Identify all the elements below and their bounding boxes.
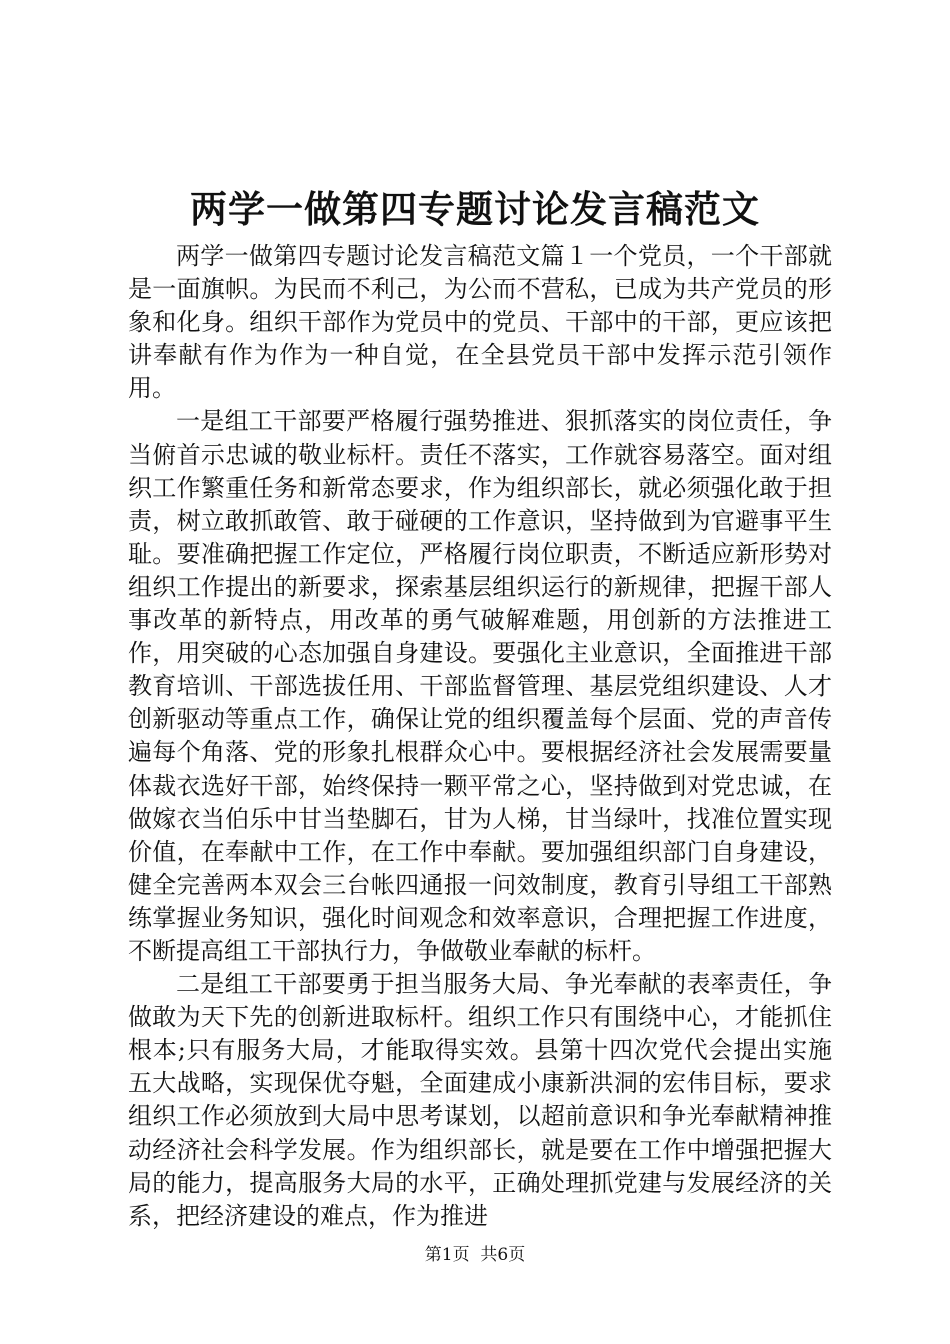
paragraph-2: 一是组工干部要严格履行强势推进、狠抓落实的岗位责任，争当俯首示忠诚的敬业标杆。责任不落实，工作就容易落空。面对组织工作繁重任务和新常态要求，作为组织部长，就必须强化敢于担责，树立敢抓敢管、敢于碰硬的工作意识，坚持做到为官避事平生耻。要准确把握工作定位，严格履行岗位职责，不断适应新形势对组织工作提出的新要求，探索基层组织运行的新规律，把握干部人事改革的新特点，用改革的勇气破解难题，用创新的方法推进工作，用突破的心态加强自身建设。要强化主业意识，全面推进干部教育培训、干部选拔任用、干部监督管理、基层党组织建设、人才创新驱动等重点工作，确保让党的组织覆盖每个层面、党的声音传遍每个角落、党的形象扎根群众心中。要根据经济社会发展需要量体裁衣选好干部，始终保持一颗平常之心，坚持做到对党忠诚，在做嫁衣当伯乐中甘当垫脚石，甘为人梯，甘当绿叶，找准位置实现价值，在奉献中工作，在工作中奉献。要加强组织部门自身建设，健全完善两本双会三台帐四通报一问效制度，教育引导组工干部熟练掌握业务知识，强化时间观念和效率意识，合理把握工作进度，不断提高组工干部执行力，争做敬业奉献的标杆。 bbox=[128, 407, 832, 965]
document-title: 两学一做第四专题讨论发言稿范文 bbox=[190, 187, 760, 231]
page-total: 共6页 bbox=[480, 1245, 526, 1265]
document-body bbox=[128, 240, 832, 1233]
page-number: 第1页 bbox=[424, 1245, 470, 1265]
paragraph-1: 两学一做第四专题讨论发言稿范文篇１一个党员，一个干部就是一面旗帜。为民而不利己，为公而不营私，已成为共产党员的形象和化身。组织干部作为党员中的党员、干部中的干部，更应该把讲奉献有作为作为一种自觉，在全县党员干部中发挥示范引领作用。 bbox=[128, 242, 832, 403]
page-footer bbox=[0, 1243, 950, 1267]
paragraph-3: 二是组工干部要勇于担当服务大局、争光奉献的表率责任，争做敢为天下先的创新进取标杆。组织工作只有围绕中心，才能抓住根本;只有服务大局，才能取得实效。县第十四次党代会提出实施五大战略，实现保优夺魁，全面建成小康新洪洞的宏伟目标，要求组织工作必须放到大局中思考谋划，以超前意识和争光奉献精神推动经济社会科学发展。作为组织部长，就是要在工作中增强把握大局的能力，提高服务大局的水平，正确处理抓党建与发展经济的关系，把经济建设的难点，作为推进 bbox=[128, 970, 832, 1230]
